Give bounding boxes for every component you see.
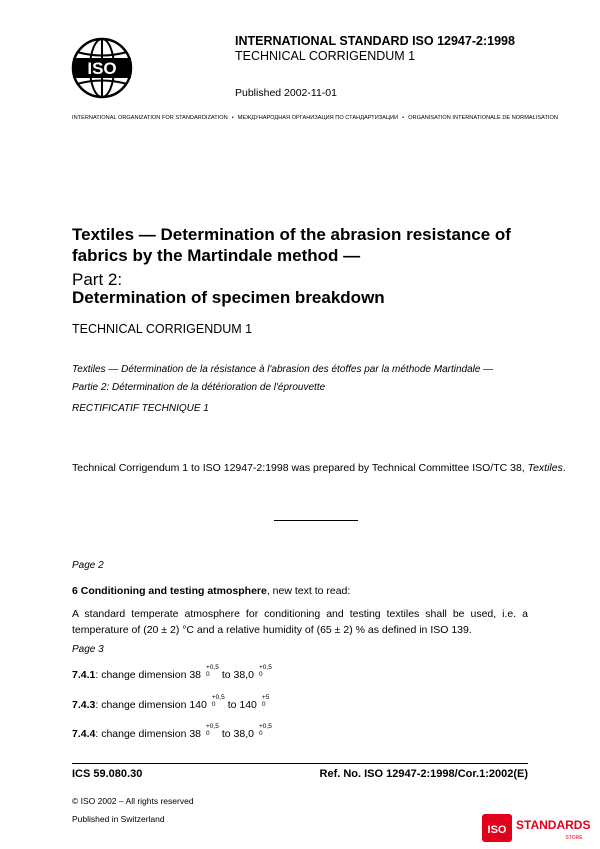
org-name-fr: ORGANISATION INTERNATIONALE DE NORMALISATION [408, 115, 558, 121]
published-in: Published in Switzerland [72, 814, 165, 824]
copyright: © ISO 2002 – All rights reserved [72, 796, 194, 806]
change-text: : change dimension 38 [95, 669, 202, 681]
tolerance-from: +0,5 0 [206, 664, 219, 679]
committee-name: Textiles [527, 462, 563, 474]
reference-number: Ref. No. ISO 12947-2:1998/Cor.1:2002(E) [319, 768, 528, 780]
clause-ref: 7.4.3 [72, 699, 96, 711]
page-3-label: Page 3 [72, 644, 104, 655]
change-to: to 140 [227, 699, 257, 711]
preparation-statement [72, 462, 566, 474]
tolerance-to: +0,5 0 [258, 664, 272, 679]
change-item-7-4-1 [72, 664, 275, 681]
org-separator: • [231, 115, 234, 121]
preparation-end: . [562, 462, 566, 474]
part-title: Determination of specimen breakdown [72, 288, 385, 307]
header-corrigendum: TECHNICAL CORRIGENDUM 1 [235, 49, 416, 63]
standard-title: INTERNATIONAL STANDARD ISO 12947-2:1998 [235, 34, 515, 48]
change-text: : change dimension 38 [95, 728, 202, 740]
footer-rule [72, 763, 528, 764]
org-name-ru: МЕЖДУНАРОДНАЯ ОРГАНИЗАЦИЯ ПО СТАНДАРТИЗАЦИИ [237, 115, 399, 121]
published-date: Published 2002-11-01 [235, 87, 337, 99]
svg-text:STORE: STORE [565, 835, 583, 841]
section-tail: , new text to read: [266, 585, 351, 597]
change-item-7-4-3 [72, 694, 272, 711]
clause-ref: 7.4.4 [72, 728, 96, 740]
clause-ref: 7.4.1 [72, 669, 96, 681]
org-name-en: INTERNATIONAL ORGANIZATION FOR STANDARDIZATION [72, 115, 228, 121]
title-corrigendum: TECHNICAL CORRIGENDUM 1 [72, 322, 253, 336]
part-number: Part 2: [72, 270, 123, 289]
section-heading: 6 Conditioning and testing atmosphere [72, 585, 267, 597]
document-title: Textiles — Determination of the abrasion resistance of fabrics by the Martindale method — [72, 225, 511, 265]
tolerance-to: +5 0 [261, 694, 270, 709]
preparation-text: Technical Corrigendum 1 to ISO 12947-2:1998 was prepared by Technical Committee ISO/TC 38, [72, 462, 525, 474]
section-6-line [72, 585, 350, 597]
svg-text:STANDARDS: STANDARDS [516, 818, 591, 832]
french-part-title: Partie 2: Détermination de la détérioration de l'éprouvette [72, 382, 326, 393]
french-corrigendum: RECTIFICATIF TECHNIQUE 1 [72, 403, 209, 414]
page-2-label: Page 2 [72, 560, 104, 571]
change-text: : change dimension 140 [95, 699, 207, 711]
org-separator: • [402, 115, 405, 121]
french-title: Textiles — Détermination de la résistance à l'abrasion des étoffes par la méthode Martindale — [72, 364, 494, 375]
iso-standards-store-badge[interactable] [482, 812, 592, 844]
tolerance-from: +0,5 0 [211, 694, 225, 709]
conditioning-paragraph: A standard temperate atmosphere for conditioning and testing textiles shall be used, i.e. a temperature of (20 ± 2) °C and a relative humidity of (65 ± 2) % as defined in ISO 139. [72, 608, 528, 636]
change-to: to 38,0 [221, 669, 254, 681]
change-to: to 38,0 [221, 728, 254, 740]
ics-code: ICS 59.080.30 [72, 768, 143, 780]
svg-text:ISO: ISO [487, 824, 507, 836]
divider [274, 520, 358, 521]
svg-text:ISO: ISO [87, 59, 117, 78]
tolerance-from: +0,5 0 [206, 723, 219, 738]
change-item-7-4-4 [72, 723, 275, 740]
tolerance-to: +0,5 0 [258, 723, 272, 738]
organization-line [72, 115, 558, 121]
iso-logo [71, 37, 133, 99]
